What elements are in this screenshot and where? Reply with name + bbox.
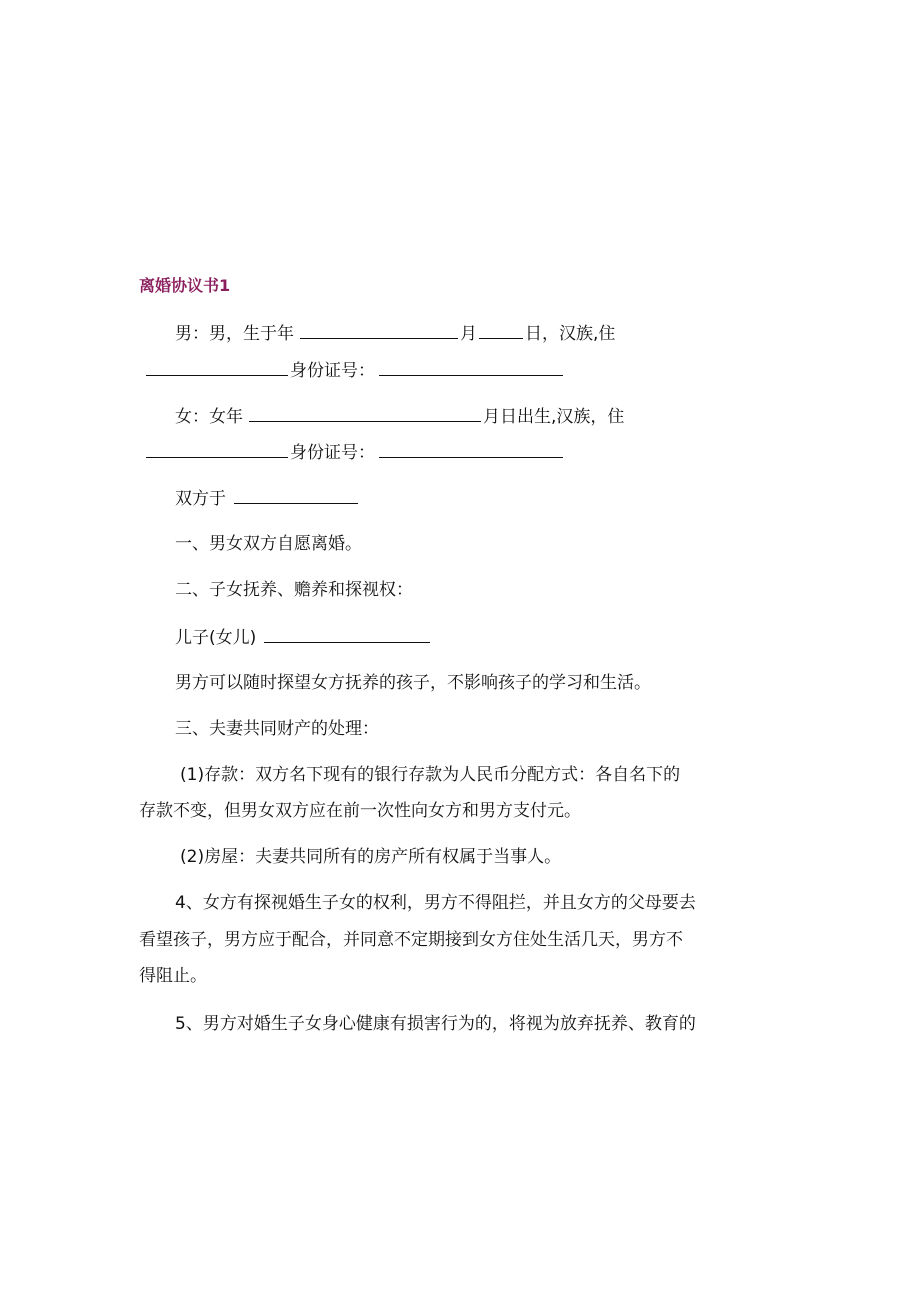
both-parties-blank [234, 486, 358, 504]
male-address-blank [146, 358, 288, 376]
deposit-line-1: (1)存款：双方名下现有的银行存款为人民币分配方式：各自名下的 [180, 765, 681, 785]
clause-2: 二、子女抚养、赡养和探视权： [175, 580, 413, 600]
visitation-text: 男方可以随时探望女方抚养的孩子，不影响孩子的学习和生活。 [175, 673, 651, 693]
male-info-line [175, 321, 615, 345]
deposit-line-2: 存款不变，但男女双方应在前一次性向女方和男方支付元。 [139, 801, 581, 821]
male-month-label: 月 [460, 324, 477, 344]
female-birth-ethnicity-label: 月日出生,汉族，住 [483, 407, 625, 427]
item-4-line-1: 4、女方有探视婚生子女的权利，男方不得阻拦，并且女方的父母要去 [175, 893, 696, 913]
house-clause: (2)房屋：夫妻共同所有的房产所有权属于当事人。 [180, 847, 562, 867]
male-label: 男：男，生于年 [175, 324, 294, 344]
male-address-id-line [146, 358, 563, 382]
female-info-line [175, 404, 624, 428]
clause-1: 一、男女双方自愿离婚。 [175, 534, 362, 554]
male-birth-day-blank [479, 321, 523, 339]
item-5-line-1: 5、男方对婚生子女身心健康有损害行为的，将视为放弃抚养、教育的 [175, 1014, 696, 1034]
female-address-blank [146, 440, 288, 458]
male-id-label: 身份证号： [290, 361, 375, 381]
child-line [175, 625, 430, 649]
document-title: 离婚协议书1 [139, 276, 231, 295]
clause-3: 三、夫妻共同财产的处理： [175, 719, 379, 739]
item-4-line-3: 得阻止。 [139, 966, 207, 986]
female-id-label: 身份证号： [290, 443, 375, 463]
female-birth-year-blank [249, 404, 481, 422]
female-id-blank [379, 440, 563, 458]
child-blank [264, 625, 430, 643]
item-4-line-2: 看望孩子，男方应于配合，并同意不定期接到女方住处生活几天，男方不 [139, 930, 683, 950]
male-id-blank [379, 358, 563, 376]
male-birth-year-blank [300, 321, 458, 339]
both-parties-label: 双方于 [175, 489, 226, 509]
child-label: 儿子(女儿) [175, 628, 257, 648]
both-parties-line [175, 486, 358, 510]
female-label: 女：女年 [175, 407, 243, 427]
male-day-ethnicity-label: 日，汉族,住 [525, 324, 616, 344]
female-address-id-line [146, 440, 563, 464]
